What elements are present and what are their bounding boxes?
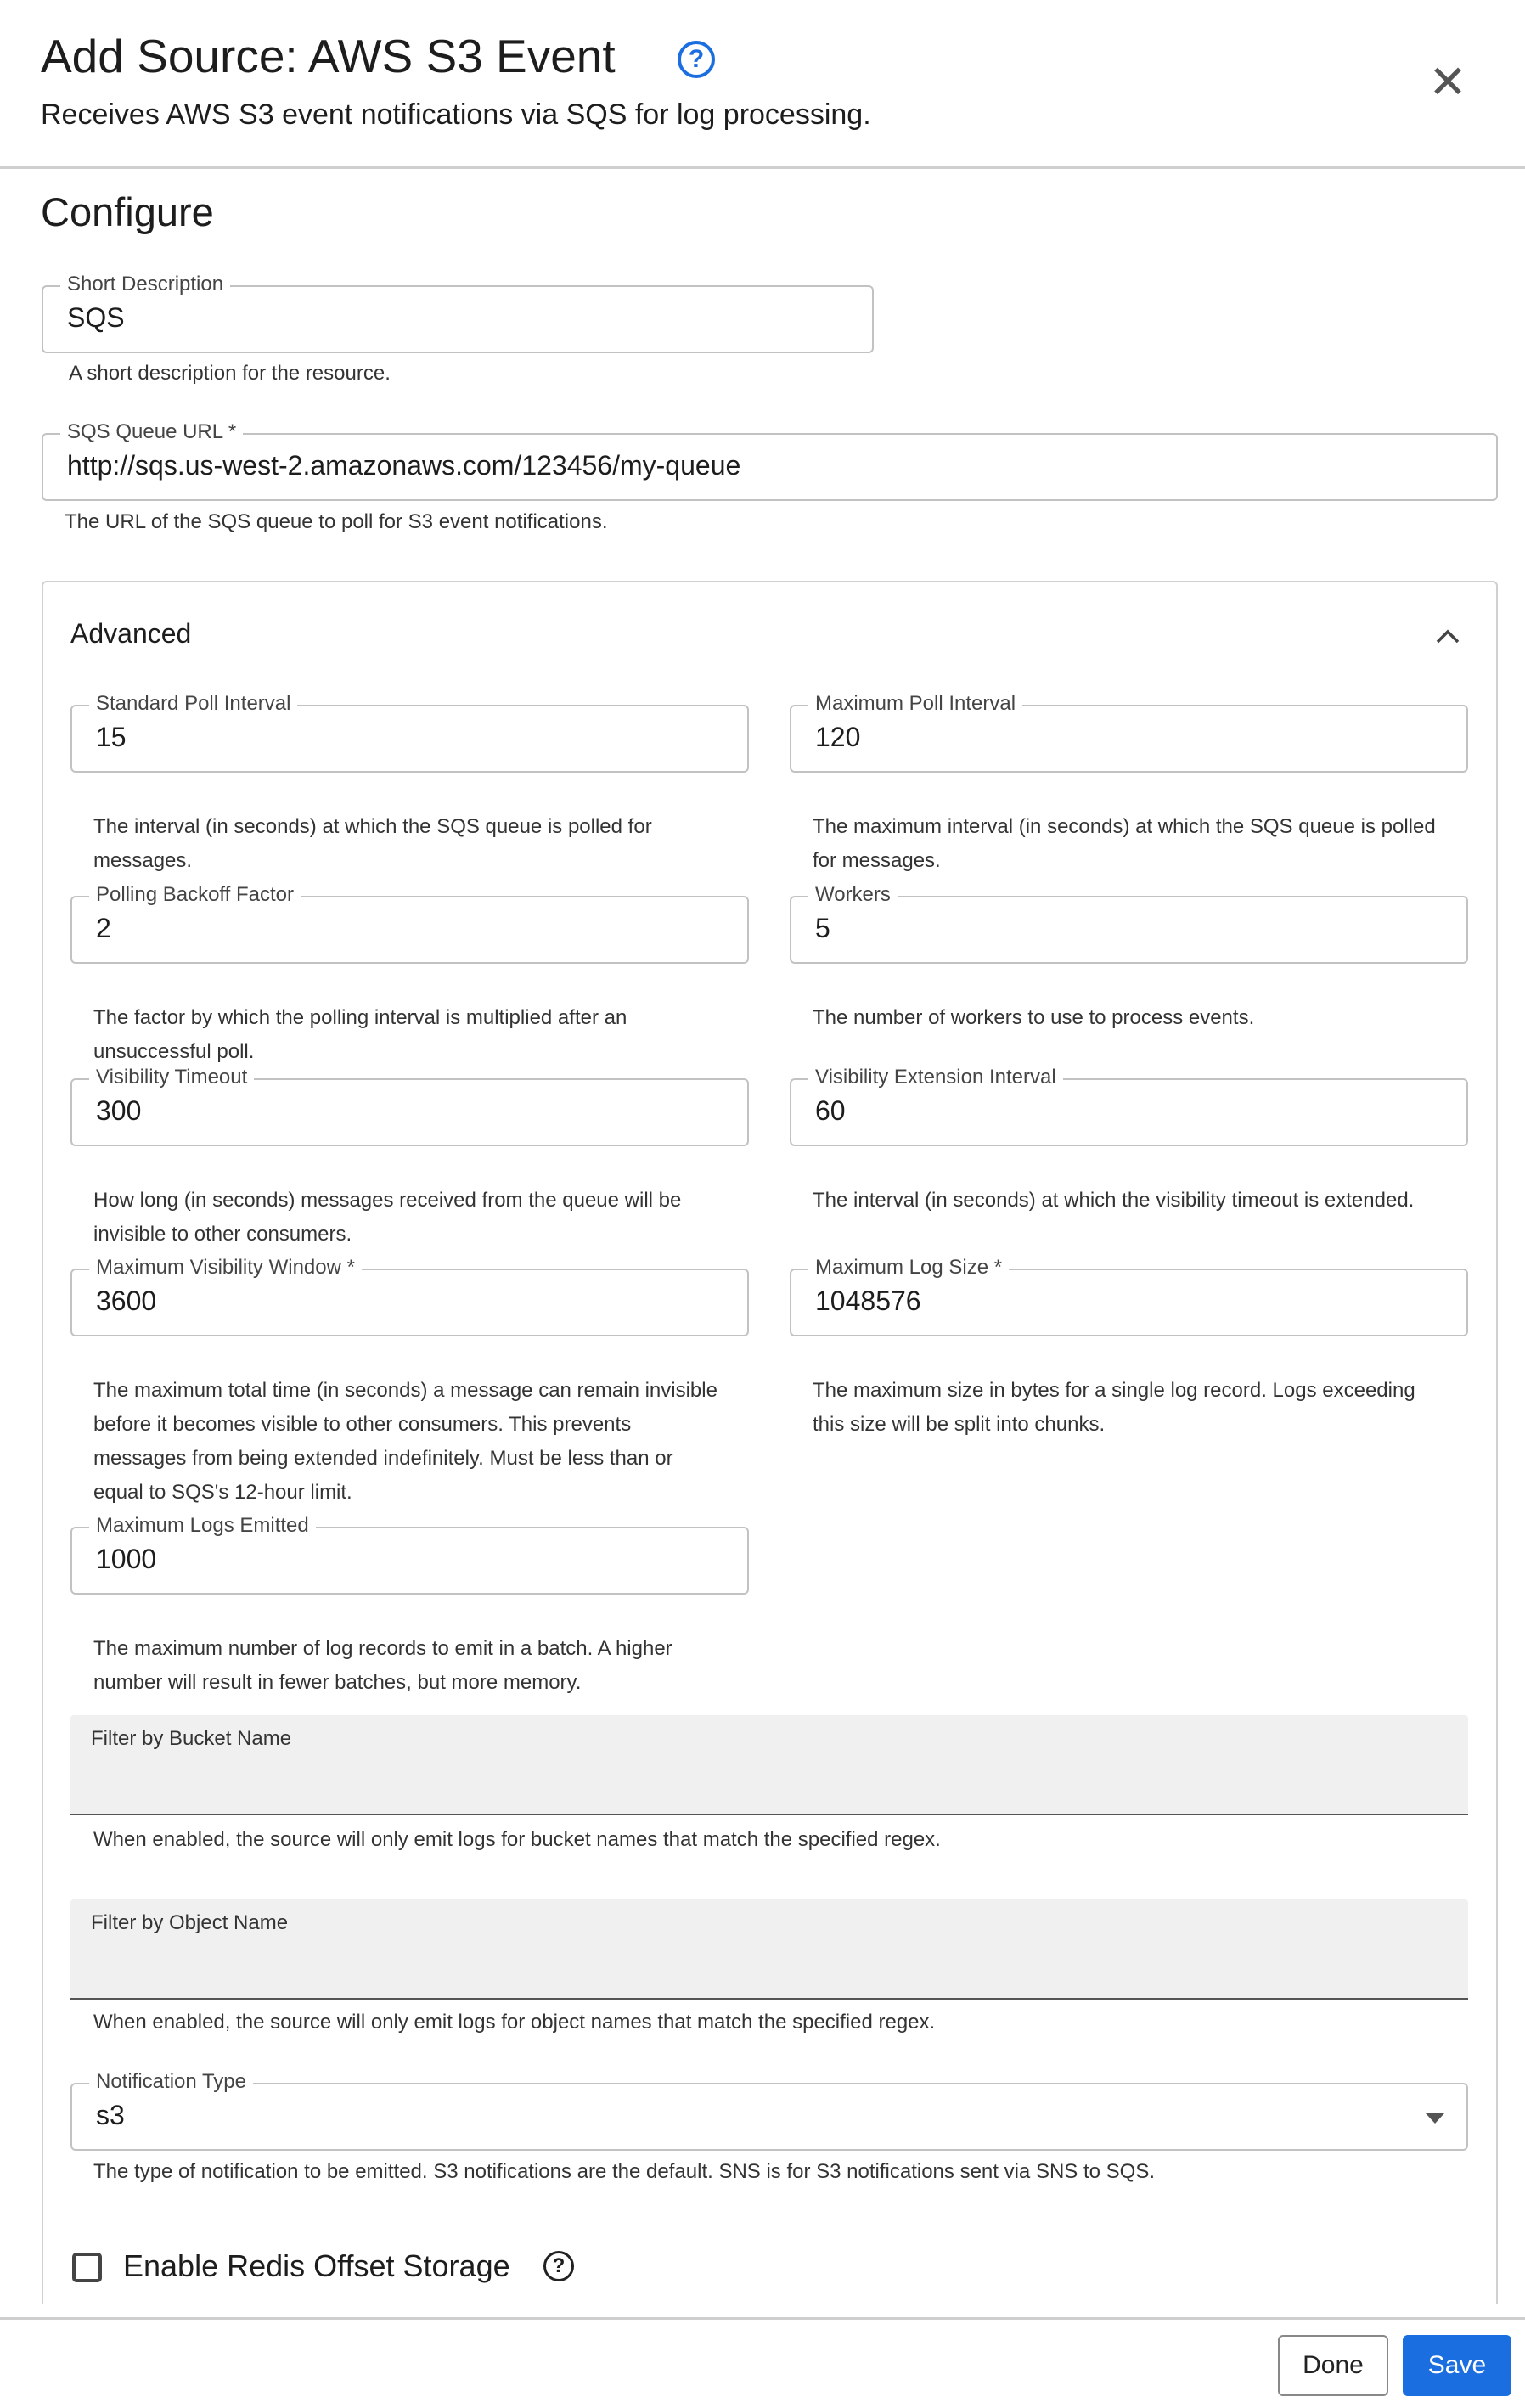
field-label: Maximum Poll Interval xyxy=(808,692,1022,716)
field-help: messages from being extended indefinitely. Must be less than or xyxy=(93,1447,673,1470)
field-help: When enabled, the source will only emit logs for object names that match the specified regex. xyxy=(93,2011,936,2034)
field-help: The maximum total time (in seconds) a message can remain invisible xyxy=(93,1379,717,1402)
sqs-queue-url-input[interactable] xyxy=(42,420,1498,501)
field-help: The URL of the SQS queue to poll for S3 event notifications. xyxy=(65,510,608,533)
field-value: 1000 xyxy=(96,1544,157,1574)
save-button[interactable]: Save xyxy=(1403,2335,1511,2396)
field-help: The maximum size in bytes for a single log record. Logs exceeding xyxy=(813,1379,1415,1402)
field-value: 2 xyxy=(96,913,111,943)
standard-poll-interval-input[interactable] xyxy=(70,692,749,773)
field-help: The type of notification to be emitted. S3 notifications are the default. SNS is for S3 notifications sent via SNS to SQS. xyxy=(93,2160,1155,2183)
maximum-visibility-window-input[interactable] xyxy=(70,1256,749,1336)
workers-input[interactable] xyxy=(790,883,1468,964)
visibility-extension-interval-input[interactable] xyxy=(790,1066,1468,1146)
redis-offset-label[interactable]: Enable Redis Offset Storage xyxy=(123,2248,510,2283)
dropdown-caret-icon xyxy=(1426,2113,1444,2124)
field-help: The interval (in seconds) at which the SQS queue is polled for xyxy=(93,815,652,838)
field-label: Visibility Extension Interval xyxy=(808,1066,1063,1089)
dialog-title: Add Source: AWS S3 Event xyxy=(41,30,616,82)
notification-type-select[interactable] xyxy=(70,2070,1468,2151)
field-label: Polling Backoff Factor xyxy=(89,883,301,907)
field-label: Filter by Object Name xyxy=(91,1911,289,1934)
field-help: before it becomes visible to other consumers. This prevents xyxy=(93,1413,632,1436)
field-label: Visibility Timeout xyxy=(89,1066,254,1089)
footer-divider xyxy=(0,2317,1525,2320)
object-name-filter-input[interactable] xyxy=(70,1899,1468,2000)
field-help: A short description for the resource. xyxy=(69,362,391,385)
field-help: for messages. xyxy=(813,849,941,872)
field-label: Short Description xyxy=(60,273,230,296)
field-label: Maximum Visibility Window * xyxy=(89,1256,362,1280)
field-label: Maximum Log Size * xyxy=(808,1256,1009,1280)
dialog-subtitle: Receives AWS S3 event notifications via SQS for log processing. xyxy=(41,98,871,131)
field-help: invisible to other consumers. xyxy=(93,1223,352,1246)
maximum-poll-interval-input[interactable] xyxy=(790,692,1468,773)
redis-offset-checkbox[interactable] xyxy=(72,2253,102,2282)
field-value: 1048576 xyxy=(815,1286,921,1316)
chevron-up-icon[interactable] xyxy=(1435,624,1460,650)
visibility-timeout-input[interactable] xyxy=(70,1066,749,1146)
field-help: How long (in seconds) messages received from the queue will be xyxy=(93,1189,682,1212)
field-value: SQS xyxy=(67,302,125,333)
field-help: When enabled, the source will only emit logs for bucket names that match the specified regex. xyxy=(93,1828,941,1851)
close-icon[interactable]: ✕ xyxy=(1428,57,1467,108)
polling-backoff-factor-input[interactable] xyxy=(70,883,749,964)
maximum-log-size-input[interactable] xyxy=(790,1256,1468,1336)
field-label: Notification Type xyxy=(89,2070,253,2094)
field-value: 120 xyxy=(815,722,861,752)
field-label: Filter by Bucket Name xyxy=(91,1727,292,1750)
field-value: 60 xyxy=(815,1095,846,1126)
field-help: The maximum number of log records to emit in a batch. A higher xyxy=(93,1637,672,1660)
field-help: The factor by which the polling interval is multiplied after an xyxy=(93,1006,627,1029)
field-label: Maximum Logs Emitted xyxy=(89,1514,316,1538)
maximum-logs-emitted-input[interactable] xyxy=(70,1514,749,1595)
done-button[interactable]: Done xyxy=(1278,2335,1388,2396)
field-value: 300 xyxy=(96,1095,142,1126)
help-icon[interactable]: ? xyxy=(543,2251,574,2281)
field-help: this size will be split into chunks. xyxy=(813,1413,1106,1436)
section-title: Configure xyxy=(41,189,214,234)
field-value: 5 xyxy=(815,913,830,943)
field-value: http://sqs.us-west-2.amazonaws.com/123456/my-queue xyxy=(67,450,741,481)
bucket-name-filter-input[interactable] xyxy=(70,1715,1468,1815)
field-help: The number of workers to use to process events. xyxy=(813,1006,1255,1029)
header-divider xyxy=(0,166,1525,169)
field-help: The maximum interval (in seconds) at which the SQS queue is polled xyxy=(813,815,1436,838)
field-label: SQS Queue URL * xyxy=(60,420,243,444)
field-label: Standard Poll Interval xyxy=(89,692,297,716)
field-value: s3 xyxy=(96,2100,125,2130)
field-help: messages. xyxy=(93,849,193,872)
short-description-input[interactable] xyxy=(42,273,874,353)
advanced-title[interactable]: Advanced xyxy=(70,618,192,649)
field-help: The interval (in seconds) at which the visibility timeout is extended. xyxy=(813,1189,1415,1212)
field-help: unsuccessful poll. xyxy=(93,1040,255,1063)
field-help: number will result in fewer batches, but more memory. xyxy=(93,1671,582,1694)
field-label: Workers xyxy=(808,883,898,907)
field-value: 3600 xyxy=(96,1286,157,1316)
help-icon[interactable]: ? xyxy=(678,41,715,78)
field-value: 15 xyxy=(96,722,127,752)
field-help: equal to SQS's 12-hour limit. xyxy=(93,1481,352,1504)
